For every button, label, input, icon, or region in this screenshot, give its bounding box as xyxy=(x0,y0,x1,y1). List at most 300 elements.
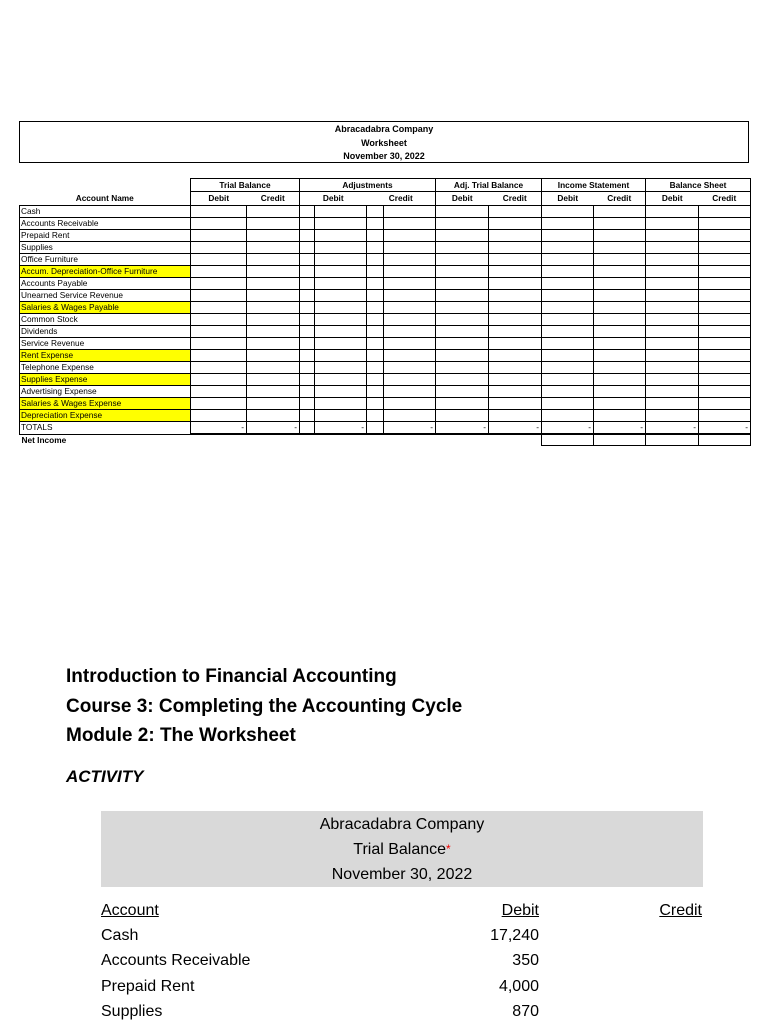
account-name-cell: Telephone Expense xyxy=(20,362,191,374)
required-marker: * xyxy=(446,842,451,856)
worksheet-cell[interactable] xyxy=(594,362,646,374)
net-income-cell[interactable] xyxy=(646,434,699,446)
worksheet-cell[interactable] xyxy=(191,398,247,410)
worksheet-cell[interactable] xyxy=(646,218,699,230)
worksheet-cell[interactable] xyxy=(191,266,247,278)
worksheet-cell[interactable] xyxy=(367,218,384,230)
worksheet-cell[interactable] xyxy=(646,278,699,290)
worksheet-cell[interactable] xyxy=(699,314,751,326)
worksheet-cell[interactable] xyxy=(646,398,699,410)
totals-cell xyxy=(300,422,315,435)
worksheet-cell[interactable] xyxy=(542,254,594,266)
totals-cell xyxy=(367,422,384,435)
worksheet-row xyxy=(20,278,751,290)
account-name-cell: Salaries & Wages Payable xyxy=(20,302,191,314)
worksheet-cell[interactable] xyxy=(594,278,646,290)
group-trial-balance: Trial Balance xyxy=(191,179,300,192)
worksheet-cell[interactable] xyxy=(300,410,315,422)
worksheet-cell[interactable] xyxy=(315,266,367,278)
worksheet-cell[interactable] xyxy=(384,338,436,350)
worksheet-cell[interactable] xyxy=(646,374,699,386)
tb-debit: 17,240 xyxy=(490,927,539,945)
worksheet-cell[interactable] xyxy=(247,278,300,290)
worksheet-cell[interactable] xyxy=(699,230,751,242)
worksheet-cell[interactable] xyxy=(191,242,247,254)
worksheet-cell[interactable] xyxy=(247,398,300,410)
worksheet-cell[interactable] xyxy=(247,254,300,266)
worksheet-cell[interactable] xyxy=(542,386,594,398)
worksheet-cell[interactable] xyxy=(594,254,646,266)
totals-cell: - xyxy=(594,422,646,435)
tb-account: Supplies xyxy=(101,1002,163,1020)
account-name-cell: Cash xyxy=(20,206,191,218)
worksheet-cell[interactable] xyxy=(300,302,315,314)
worksheet-cell[interactable] xyxy=(436,278,489,290)
worksheet-cell[interactable] xyxy=(489,302,542,314)
worksheet-cell[interactable] xyxy=(384,326,436,338)
worksheet-cell[interactable] xyxy=(384,386,436,398)
worksheet-cell[interactable] xyxy=(191,254,247,266)
worksheet-cell[interactable] xyxy=(542,374,594,386)
totals-cell: - xyxy=(247,422,300,435)
worksheet-date: November 30, 2022 xyxy=(343,151,425,161)
worksheet-cell[interactable] xyxy=(191,350,247,362)
worksheet-cell[interactable] xyxy=(489,410,542,422)
net-income-cell xyxy=(315,434,367,446)
worksheet-cell[interactable] xyxy=(646,230,699,242)
worksheet-cell[interactable] xyxy=(594,374,646,386)
worksheet-cell[interactable] xyxy=(542,218,594,230)
worksheet-cell[interactable] xyxy=(315,302,367,314)
worksheet-cell[interactable] xyxy=(542,338,594,350)
worksheet-cell[interactable] xyxy=(542,278,594,290)
worksheet-cell[interactable] xyxy=(300,242,315,254)
bs-debit-header: Debit xyxy=(661,193,683,203)
atb-debit-header: Debit xyxy=(451,193,473,203)
worksheet-row xyxy=(20,350,751,362)
worksheet-cell[interactable] xyxy=(436,266,489,278)
account-name-cell: Depreciation Expense xyxy=(20,410,191,422)
worksheet-cell[interactable] xyxy=(384,254,436,266)
worksheet-cell[interactable] xyxy=(594,218,646,230)
tb-title-line xyxy=(101,837,703,862)
worksheet-cell[interactable] xyxy=(191,302,247,314)
account-name-cell: Office Furniture xyxy=(20,254,191,266)
worksheet-cell[interactable] xyxy=(542,350,594,362)
worksheet-cell[interactable] xyxy=(315,326,367,338)
worksheet-row xyxy=(20,302,751,314)
worksheet-cell[interactable] xyxy=(542,266,594,278)
worksheet-cell[interactable] xyxy=(436,218,489,230)
tb-company: Abracadabra Company xyxy=(319,816,485,833)
worksheet-cell[interactable] xyxy=(646,254,699,266)
worksheet-cell[interactable] xyxy=(367,254,384,266)
worksheet-cell[interactable] xyxy=(699,338,751,350)
tb-account: Prepaid Rent xyxy=(101,977,195,995)
worksheet-cell[interactable] xyxy=(191,218,247,230)
totals-row xyxy=(20,422,751,435)
worksheet-cell[interactable] xyxy=(489,254,542,266)
worksheet-cell[interactable] xyxy=(384,230,436,242)
worksheet-cell[interactable] xyxy=(367,302,384,314)
worksheet-cell[interactable] xyxy=(542,314,594,326)
worksheet-cell[interactable] xyxy=(384,266,436,278)
worksheet-cell[interactable] xyxy=(247,218,300,230)
worksheet-cell[interactable] xyxy=(436,350,489,362)
tb-header-row xyxy=(101,898,703,923)
worksheet-cell[interactable] xyxy=(699,398,751,410)
worksheet-cell[interactable] xyxy=(300,314,315,326)
worksheet-cell[interactable] xyxy=(436,338,489,350)
worksheet-cell[interactable] xyxy=(191,362,247,374)
worksheet-cell[interactable] xyxy=(646,302,699,314)
worksheet-cell[interactable] xyxy=(247,290,300,302)
worksheet-cell[interactable] xyxy=(594,302,646,314)
worksheet-cell[interactable] xyxy=(315,338,367,350)
worksheet-cell[interactable] xyxy=(384,278,436,290)
adj-debit-header: Debit xyxy=(322,193,344,203)
worksheet-cell[interactable] xyxy=(191,374,247,386)
worksheet-cell[interactable] xyxy=(594,266,646,278)
net-income-cell xyxy=(436,434,489,446)
worksheet-cell[interactable] xyxy=(489,326,542,338)
worksheet-cell[interactable] xyxy=(646,386,699,398)
tb-debit: 4,000 xyxy=(498,977,539,995)
net-income-cell xyxy=(384,434,436,446)
worksheet-cell[interactable] xyxy=(489,374,542,386)
worksheet-cell[interactable] xyxy=(699,254,751,266)
worksheet-cell[interactable] xyxy=(384,374,436,386)
worksheet-cell[interactable] xyxy=(247,386,300,398)
worksheet-cell[interactable] xyxy=(489,362,542,374)
worksheet-cell[interactable] xyxy=(489,278,542,290)
worksheet-cell[interactable] xyxy=(315,350,367,362)
worksheet-row xyxy=(20,362,751,374)
worksheet-cell[interactable] xyxy=(247,374,300,386)
worksheet-cell[interactable] xyxy=(699,218,751,230)
worksheet-title: Worksheet xyxy=(361,137,407,148)
worksheet-cell[interactable] xyxy=(367,314,384,326)
worksheet-cell[interactable] xyxy=(542,242,594,254)
worksheet-cell[interactable] xyxy=(247,338,300,350)
worksheet-cell[interactable] xyxy=(594,350,646,362)
tb-debit-header: Debit xyxy=(191,192,247,206)
worksheet-cell[interactable] xyxy=(646,410,699,422)
worksheet-cell[interactable] xyxy=(436,410,489,422)
worksheet-cell[interactable] xyxy=(646,314,699,326)
worksheet-cell[interactable] xyxy=(699,266,751,278)
worksheet-cell[interactable] xyxy=(315,314,367,326)
worksheet-cell[interactable] xyxy=(646,326,699,338)
worksheet-cell[interactable] xyxy=(542,410,594,422)
worksheet-cell[interactable] xyxy=(646,266,699,278)
worksheet-cell[interactable] xyxy=(191,230,247,242)
worksheet-cell[interactable] xyxy=(367,410,384,422)
worksheet-cell[interactable] xyxy=(699,350,751,362)
worksheet-cell[interactable] xyxy=(436,290,489,302)
worksheet-cell[interactable] xyxy=(489,386,542,398)
worksheet-cell[interactable] xyxy=(367,230,384,242)
worksheet-cell[interactable] xyxy=(247,326,300,338)
worksheet-cell[interactable] xyxy=(699,302,751,314)
worksheet-cell[interactable] xyxy=(542,362,594,374)
worksheet-cell[interactable] xyxy=(315,398,367,410)
worksheet-cell[interactable] xyxy=(699,290,751,302)
tb-debit: 350 xyxy=(512,952,539,970)
worksheet-cell[interactable] xyxy=(699,374,751,386)
worksheet-cell[interactable] xyxy=(594,386,646,398)
atb-credit-header: Credit xyxy=(489,192,542,206)
worksheet-cell[interactable] xyxy=(489,218,542,230)
worksheet-cell[interactable] xyxy=(436,302,489,314)
group-adj-trial-balance: Adj. Trial Balance xyxy=(436,179,542,192)
worksheet-cell[interactable] xyxy=(699,242,751,254)
worksheet-cell[interactable] xyxy=(699,326,751,338)
worksheet-cell[interactable] xyxy=(300,350,315,362)
net-income-cell[interactable] xyxy=(542,434,594,446)
worksheet-row xyxy=(20,410,751,422)
worksheet-cell[interactable] xyxy=(384,290,436,302)
worksheet-cell[interactable] xyxy=(384,410,436,422)
worksheet-cell[interactable] xyxy=(300,218,315,230)
worksheet-cell[interactable] xyxy=(247,230,300,242)
worksheet-cell[interactable] xyxy=(191,206,247,218)
worksheet-cell[interactable] xyxy=(191,290,247,302)
worksheet-cell[interactable] xyxy=(191,326,247,338)
worksheet-cell[interactable] xyxy=(436,314,489,326)
worksheet-cell[interactable] xyxy=(489,290,542,302)
worksheet-cell[interactable] xyxy=(300,362,315,374)
worksheet-cell[interactable] xyxy=(436,398,489,410)
worksheet-cell[interactable] xyxy=(367,278,384,290)
worksheet-cell[interactable] xyxy=(646,338,699,350)
worksheet-cell[interactable] xyxy=(699,386,751,398)
worksheet-cell[interactable] xyxy=(436,242,489,254)
worksheet-cell[interactable] xyxy=(191,386,247,398)
module-title: Module 2: The Worksheet xyxy=(66,725,296,746)
account-name-cell: Advertising Expense xyxy=(20,386,191,398)
worksheet-row xyxy=(20,338,751,350)
worksheet-cell[interactable] xyxy=(489,266,542,278)
account-name-cell: Service Revenue xyxy=(20,338,191,350)
group-balance-sheet: Balance Sheet xyxy=(646,179,751,192)
worksheet-cell[interactable] xyxy=(191,410,247,422)
worksheet-cell[interactable] xyxy=(247,242,300,254)
account-name-cell: Prepaid Rent xyxy=(20,230,191,242)
trial-balance-list xyxy=(101,898,703,1024)
worksheet-row xyxy=(20,374,751,386)
worksheet-cell[interactable] xyxy=(300,254,315,266)
worksheet-cell[interactable] xyxy=(384,398,436,410)
worksheet-cell[interactable] xyxy=(315,254,367,266)
worksheet-cell[interactable] xyxy=(315,230,367,242)
worksheet-cell[interactable] xyxy=(542,302,594,314)
worksheet-cell[interactable] xyxy=(489,398,542,410)
worksheet-cell[interactable] xyxy=(436,206,489,218)
worksheet-cell[interactable] xyxy=(384,206,436,218)
worksheet-cell[interactable] xyxy=(489,242,542,254)
worksheet-cell[interactable] xyxy=(300,374,315,386)
worksheet-cell[interactable] xyxy=(367,266,384,278)
tb-account: Cash xyxy=(101,927,139,945)
totals-cell: - xyxy=(191,422,247,435)
worksheet-cell[interactable] xyxy=(247,314,300,326)
totals-cell: - xyxy=(699,422,751,435)
worksheet-cell[interactable] xyxy=(247,206,300,218)
worksheet-cell[interactable] xyxy=(489,230,542,242)
worksheet-cell[interactable] xyxy=(315,290,367,302)
worksheet-cell[interactable] xyxy=(646,290,699,302)
worksheet-cell[interactable] xyxy=(367,338,384,350)
worksheet-cell[interactable] xyxy=(191,314,247,326)
is-credit-header: Credit xyxy=(594,192,646,206)
worksheet-cell[interactable] xyxy=(489,350,542,362)
worksheet-cell[interactable] xyxy=(384,218,436,230)
worksheet-cell[interactable] xyxy=(594,338,646,350)
worksheet-cell[interactable] xyxy=(699,206,751,218)
worksheet-cell[interactable] xyxy=(315,206,367,218)
worksheet-cell[interactable] xyxy=(300,206,315,218)
account-name-cell: Unearned Service Revenue xyxy=(20,290,191,302)
worksheet-cell[interactable] xyxy=(489,338,542,350)
worksheet-cell[interactable] xyxy=(594,314,646,326)
worksheet-cell[interactable] xyxy=(594,206,646,218)
activity-label: ACTIVITY xyxy=(66,767,144,786)
adj-credit-header: Credit xyxy=(367,192,436,206)
net-income-cell[interactable] xyxy=(594,434,646,446)
worksheet-cell[interactable] xyxy=(300,290,315,302)
worksheet-cell[interactable] xyxy=(699,410,751,422)
net-income-cell xyxy=(367,434,384,446)
worksheet-cell[interactable] xyxy=(300,386,315,398)
worksheet-cell[interactable] xyxy=(436,362,489,374)
account-name-cell: Rent Expense xyxy=(20,350,191,362)
worksheet-cell[interactable] xyxy=(315,410,367,422)
worksheet-cell[interactable] xyxy=(436,254,489,266)
net-income-cell xyxy=(489,434,542,446)
worksheet-row xyxy=(20,266,751,278)
worksheet-cell[interactable] xyxy=(489,206,542,218)
net-income-row xyxy=(20,434,751,446)
worksheet-cell[interactable] xyxy=(542,290,594,302)
worksheet-cell[interactable] xyxy=(542,206,594,218)
worksheet-cell[interactable] xyxy=(367,362,384,374)
tb-credit-header: Credit xyxy=(247,192,300,206)
worksheet-row xyxy=(20,206,751,218)
worksheet-cell[interactable] xyxy=(300,326,315,338)
worksheet-cell[interactable] xyxy=(367,206,384,218)
worksheet-cell[interactable] xyxy=(247,410,300,422)
totals-cell: - xyxy=(542,422,594,435)
worksheet-cell[interactable] xyxy=(315,362,367,374)
tb-title: Trial Balance xyxy=(353,841,447,858)
worksheet-cell[interactable] xyxy=(315,242,367,254)
worksheet-cell[interactable] xyxy=(384,242,436,254)
worksheet-cell[interactable] xyxy=(300,230,315,242)
worksheet-cell[interactable] xyxy=(367,242,384,254)
is-debit-header: Debit xyxy=(557,193,579,203)
account-name-cell: Dividends xyxy=(20,326,191,338)
account-name-cell: Supplies Expense xyxy=(20,374,191,386)
worksheet-row xyxy=(20,398,751,410)
worksheet-cell[interactable] xyxy=(247,362,300,374)
worksheet-cell[interactable] xyxy=(594,326,646,338)
worksheet-cell[interactable] xyxy=(367,326,384,338)
worksheet-cell[interactable] xyxy=(300,398,315,410)
worksheet-cell[interactable] xyxy=(542,398,594,410)
worksheet-cell[interactable] xyxy=(384,302,436,314)
worksheet-cell[interactable] xyxy=(594,242,646,254)
worksheet-cell[interactable] xyxy=(436,386,489,398)
worksheet-row xyxy=(20,326,751,338)
group-header-row xyxy=(20,179,751,192)
worksheet-cell[interactable] xyxy=(646,242,699,254)
worksheet-cell[interactable] xyxy=(436,374,489,386)
worksheet-cell[interactable] xyxy=(384,350,436,362)
worksheet-cell[interactable] xyxy=(367,350,384,362)
worksheet-cell[interactable] xyxy=(315,386,367,398)
worksheet-cell[interactable] xyxy=(646,206,699,218)
worksheet-cell[interactable] xyxy=(384,362,436,374)
worksheet-cell[interactable] xyxy=(315,218,367,230)
net-income-cell xyxy=(300,434,315,446)
course-title: Introduction to Financial Accounting xyxy=(66,666,397,687)
worksheet-cell[interactable] xyxy=(247,302,300,314)
account-name-cell: Accum. Depreciation-Office Furniture xyxy=(20,266,191,278)
worksheet-cell[interactable] xyxy=(315,374,367,386)
worksheet-title-box xyxy=(19,121,749,163)
worksheet-cell[interactable] xyxy=(300,338,315,350)
account-name-cell: Salaries & Wages Expense xyxy=(20,398,191,410)
worksheet-cell[interactable] xyxy=(594,230,646,242)
worksheet-cell[interactable] xyxy=(315,278,367,290)
worksheet-cell[interactable] xyxy=(542,230,594,242)
worksheet-cell[interactable] xyxy=(367,290,384,302)
tb-row xyxy=(101,974,703,999)
worksheet-cell[interactable] xyxy=(300,266,315,278)
account-name-cell: Common Stock xyxy=(20,314,191,326)
worksheet-cell[interactable] xyxy=(699,362,751,374)
worksheet-cell[interactable] xyxy=(247,266,300,278)
worksheet-body xyxy=(20,206,751,446)
worksheet-cell[interactable] xyxy=(367,386,384,398)
worksheet-cell[interactable] xyxy=(367,398,384,410)
column-header-row xyxy=(20,192,751,206)
worksheet-cell[interactable] xyxy=(384,314,436,326)
net-income-cell[interactable] xyxy=(699,434,751,446)
tb-date: November 30, 2022 xyxy=(331,866,473,883)
worksheet-cell[interactable] xyxy=(191,338,247,350)
worksheet-cell[interactable] xyxy=(594,410,646,422)
worksheet-cell[interactable] xyxy=(594,290,646,302)
worksheet-cell[interactable] xyxy=(191,278,247,290)
worksheet-cell[interactable] xyxy=(300,278,315,290)
account-name-cell: Accounts Payable xyxy=(20,278,191,290)
worksheet-cell[interactable] xyxy=(367,374,384,386)
worksheet-company: Abracadabra Company xyxy=(334,124,434,134)
tb-row xyxy=(101,948,703,973)
worksheet-cell[interactable] xyxy=(542,326,594,338)
worksheet-cell[interactable] xyxy=(646,362,699,374)
worksheet-cell[interactable] xyxy=(247,350,300,362)
account-name-cell: Supplies xyxy=(20,242,191,254)
worksheet-cell[interactable] xyxy=(436,230,489,242)
worksheet-cell[interactable] xyxy=(594,398,646,410)
worksheet-cell[interactable] xyxy=(436,326,489,338)
worksheet-cell[interactable] xyxy=(489,314,542,326)
worksheet-cell[interactable] xyxy=(646,350,699,362)
worksheet-cell[interactable] xyxy=(699,278,751,290)
